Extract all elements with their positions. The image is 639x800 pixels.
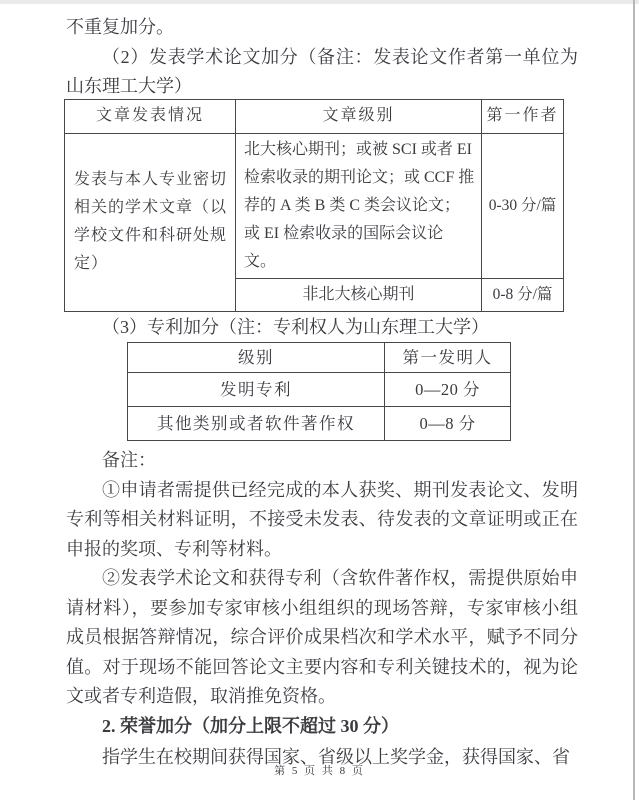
table-row	[128, 373, 511, 407]
patent-table-header-level: 级别	[128, 343, 385, 373]
paper-table-noncore-journal-score: 0-8 分/篇	[482, 278, 564, 311]
scan-artifact-right-edge-line	[633, 0, 635, 800]
paper-table-core-journal-cell: 北大核心期刊；或被 SCI 或者 EI 检索收录的期刊论文；或 CCF 推荐的 A 类 B 类 C 类会议论文；或 EI 检索收录的国际会议论文。	[236, 133, 482, 278]
paper-bonus-table	[64, 99, 564, 312]
paper-table-header-first-author: 第一作者	[482, 99, 564, 133]
section3-heading: （3）专利加分（注：专利权人为山东理工大学）	[102, 316, 489, 337]
table-row	[128, 407, 511, 441]
patent-table-other-score: 0—8 分	[385, 407, 511, 441]
paper-table-core-journal-score: 0-30 分/篇	[482, 133, 564, 278]
paper-table-group-label-cell: 发表与本人专业密切相关的学术文章（以学校文件和科研处规定）	[65, 133, 236, 311]
patent-bonus-table	[127, 342, 511, 441]
page-number-footer: 第 5 页 共 8 页	[274, 765, 365, 777]
paper-table-noncore-journal-cell: 非北大核心期刊	[236, 278, 482, 311]
paper-table-header-row	[65, 99, 564, 133]
note-paragraph-1: ①申请者需提供已经完成的本人获奖、期刊发表论文、发明专利等相关材料证明，不接受未发表、待发表的文章证明或正在申报的奖项、专利等材料。	[66, 479, 578, 559]
patent-table-header-first-inventor: 第一发明人	[385, 343, 511, 373]
patent-table-header-row	[128, 343, 511, 373]
paper-table-header-publication-status: 文章发表情况	[65, 99, 236, 133]
notes-label: 备注：	[102, 450, 156, 470]
page-content	[66, 0, 578, 773]
section2-heading: （2）发表学术论文加分（备注：发表论文作者第一单位为山东理工大学）	[66, 46, 578, 96]
paper-table-header-article-level: 文章级别	[236, 99, 482, 133]
honor-paragraph: 指学生在校期间获得国家、省级以上奖学金，获得国家、省	[102, 747, 570, 767]
intro-line: 不重复加分。	[66, 17, 174, 37]
note-paragraph-2: ②发表学术论文和获得专利（含软件著作权，需提供原始申请材料），要参加专家审核小组组织的现场答辩，专家审核小组成员根据答辩情况，综合评价成果档次和学术水平，赋予不同分值。对于现场不能回答论文主要内容和专利关键技术的，视为论文或者专利造假，取消推免资格。	[66, 568, 578, 706]
patent-table-other-cell: 其他类别或者软件著作权	[128, 407, 385, 441]
patent-table-invention-score: 0—20 分	[385, 373, 511, 407]
table-row	[65, 133, 564, 278]
honor-section-heading: 2. 荣誉加分（加分上限不超过 30 分）	[102, 715, 399, 736]
patent-table-invention-cell: 发明专利	[128, 373, 385, 407]
